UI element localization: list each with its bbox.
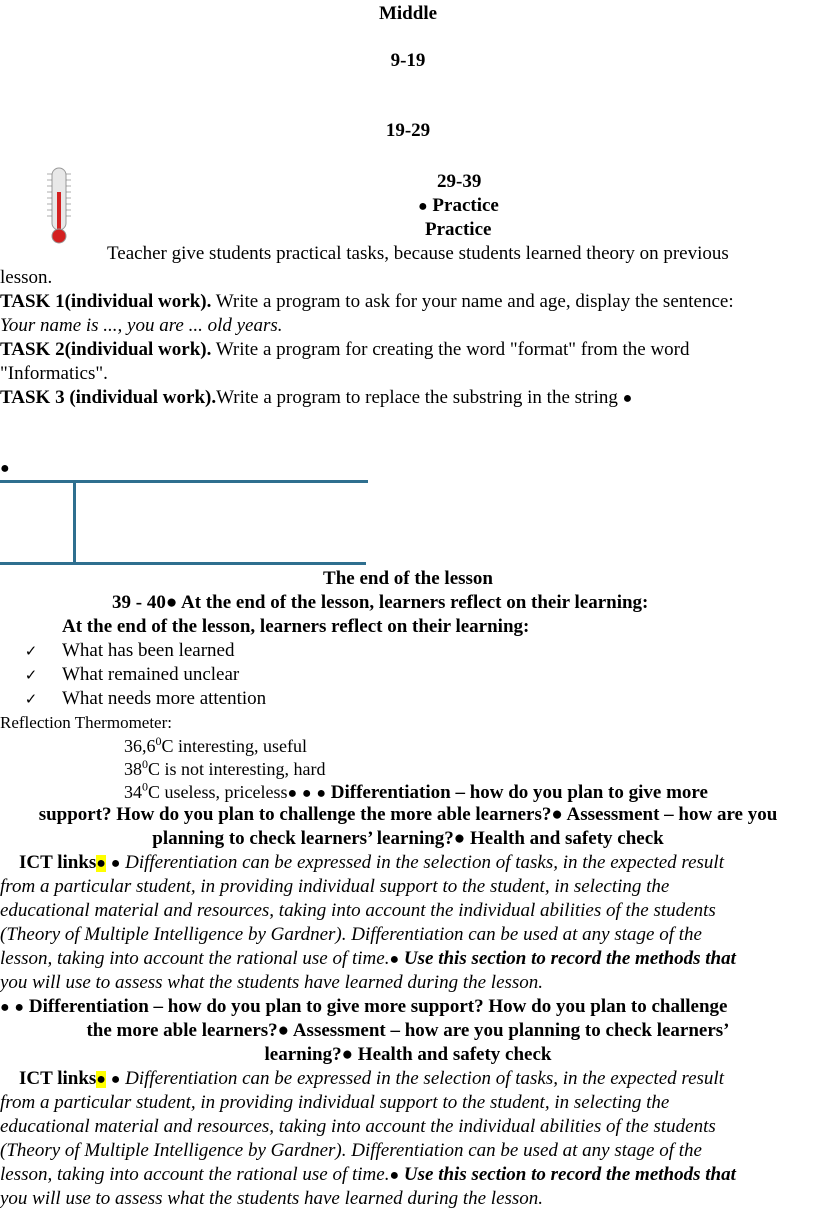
table-border-top [0,480,368,483]
use-section-text: Use this section to record the methods that [399,1164,736,1185]
diff-heading-line [0,995,816,1020]
diff-heading-1: Differentiation – how do you plan to give more [326,782,708,803]
check-item-label: What has been learned [62,640,235,661]
ict-links-line [19,1067,816,1092]
body-text: educational material and resources, taking into account the individual abilities of the students [0,900,716,921]
diff-heading-1: Differentiation – how do you plan to give more support? How do you plan to challenge [24,996,728,1017]
end-title: The end of the lesson [323,568,493,589]
check-item [0,663,816,687]
ict-links-label: ICT links [19,852,97,873]
task-2 [0,338,816,362]
task-2-cont: "Informatics". [0,363,108,384]
task-3-label: TASK 3 (individual work). [0,387,217,408]
bullet-icon: ● [418,198,428,215]
time-header-29-39: 29-39 [437,171,482,192]
time-header-19-29: 19-29 [385,120,431,141]
task-1-text: Write a program to ask for your name and age, display the sentence: [211,291,734,312]
check-icon: ✓ [24,666,38,684]
therm-level-1-value: 36,6 [124,736,156,756]
body-text-line [0,1163,816,1188]
task-1-example: Your name is ..., you are ... old years. [0,315,283,336]
highlighted-bullet-icon: ● [96,855,106,872]
thermometer-icon [44,166,74,246]
table-border-bottom [0,562,366,565]
therm-level-1 [124,734,816,758]
body-text: Differentiation can be expressed in the selection of tasks, in the expected result [120,1068,724,1089]
body-text: from a particular student, in providing individual support to the student, in selecting the [0,876,670,897]
task-2-text: Write a program for creating the word "format" from the word [211,339,690,360]
body-text-line [0,947,816,972]
time-header-middle: Middle [378,3,438,24]
end-time-line: 39 - 40● At the end of the lesson, learners reflect on their learning: [112,592,649,613]
therm-level-1-text: C interesting, useful [161,736,307,756]
bullet-icon: ● [389,951,400,968]
check-icon: ✓ [24,690,38,708]
therm-level-2-value: 38 [124,759,142,779]
body-text: (Theory of Multiple Intelligence by Gardner). Differentiation can be used at any stage of the [0,924,702,945]
body-text: you will use to assess what the students have learned during the lesson. [0,1188,544,1209]
check-icon: ✓ [24,642,38,660]
bullet-icon: ● [316,785,326,802]
bullet-icon: ● [0,999,10,1016]
bullet-icon: ● [110,1071,121,1088]
task-1 [0,290,816,314]
check-item-label: What needs more attention [62,688,267,709]
practice-heading-bullet-text: Practice [432,195,499,216]
diff-heading-2: the more able learners?● Assessment – how are you planning to check learners’ [86,1020,730,1041]
check-item-label: What remained unclear [62,664,240,685]
degree-mark: 0 [142,757,148,771]
diff-heading-3: planning to check learners’ learning?● Health and safety check [152,828,664,849]
practice-intro: Teacher give students practical tasks, because students learned theory on previous [107,243,729,264]
body-text: Differentiation can be expressed in the selection of tasks, in the expected result [120,852,724,873]
body-text: (Theory of Multiple Intelligence by Gardner). Differentiation can be used at any stage of the [0,1140,702,1161]
degree-mark: 0 [142,779,148,794]
degree-mark: 0 [155,734,162,748]
body-text: lesson, taking into account the rational use of time. [0,1164,390,1185]
therm-level-3-value: 34 [124,782,142,802]
use-section-text: Use this section to record the methods that [399,948,736,969]
practice-intro-cont: lesson. [0,267,53,288]
bullet-icon: ● [301,785,312,802]
check-item [0,687,816,711]
task-2-label: TASK 2(individual work). [0,339,212,360]
table-border-vertical [73,482,76,564]
ict-links-label: ICT links [19,1068,97,1089]
ict-links-line [19,851,816,876]
body-text: educational material and resources, taking into account the individual abilities of the students [0,1116,716,1137]
therm-level-2-text: C is not interesting, hard [148,759,326,779]
diff-heading-2: support? How do you plan to challenge the more able learners?● Assessment – how are you [38,804,778,825]
bullet-icon: ● [389,1167,400,1184]
time-header-9-19: 9-19 [390,50,426,71]
task-3-text: Write a program to replace the substring in the string [216,387,618,408]
reflect-heading: At the end of the lesson, learners reflect on their learning: [62,616,530,637]
diff-heading-3: learning?● Health and safety check [264,1044,552,1065]
body-text: from a particular student, in providing individual support to the student, in selecting the [0,1092,670,1113]
check-item [0,639,816,663]
practice-heading: Practice [425,219,492,240]
body-text: you will use to assess what the students have learned during the lesson. [0,972,544,993]
therm-title: Reflection Thermometer: [0,713,172,732]
bullet-icon: ● [110,855,121,872]
bullet-icon: ● [14,999,25,1016]
bullet-icon: ● [622,390,633,407]
therm-level-3-text: C useless, priceless [148,782,288,802]
bullet-icon: ● [0,460,10,477]
therm-level-2 [124,757,816,781]
bullet-icon: ● [287,785,298,802]
highlighted-bullet-icon: ● [96,1071,106,1088]
task-3 [0,386,816,411]
practice-heading-bullet [418,194,816,219]
body-text: lesson, taking into account the rational use of time. [0,948,390,969]
task-1-label: TASK 1(individual work). [0,291,212,312]
